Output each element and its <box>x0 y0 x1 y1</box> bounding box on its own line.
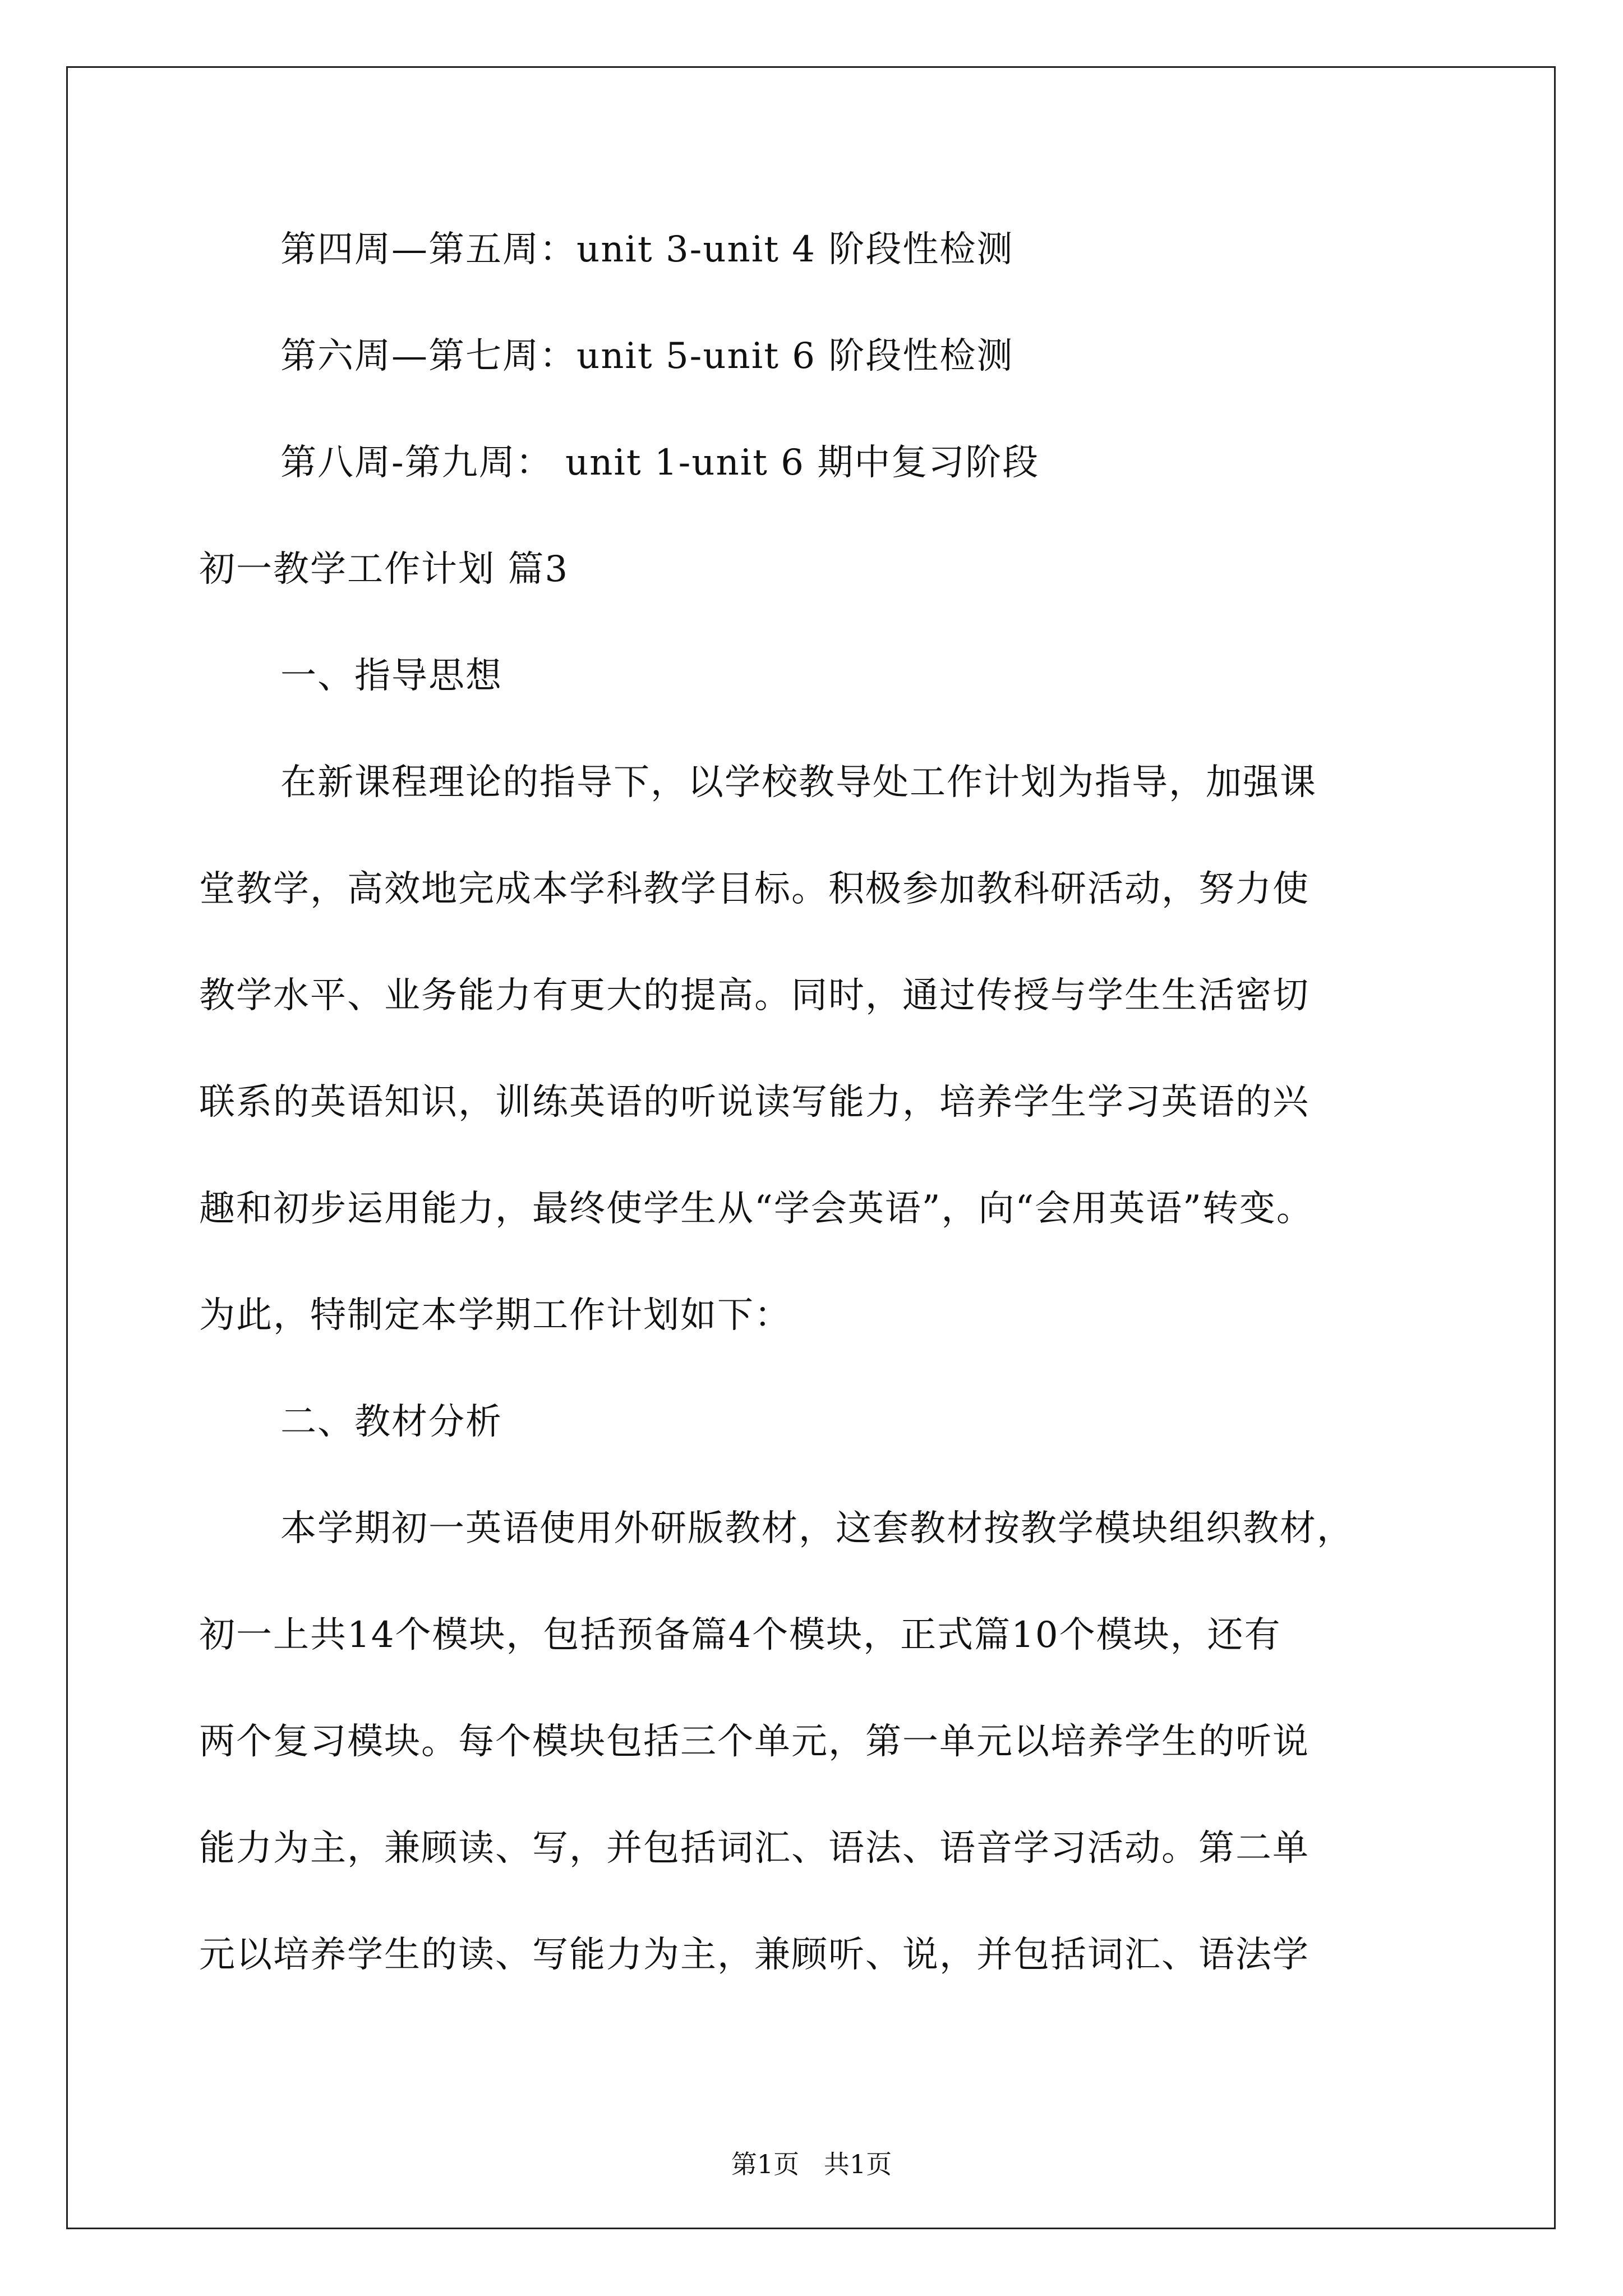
paragraph-line: 堂教学，高效地完成本学科教学目标。积极参加教科研活动，努力使 <box>199 868 1310 910</box>
paragraph-line: 趣和初步运用能力，最终使学生从“学会英语”，向“会用英语”转变。 <box>199 1188 1313 1230</box>
heading-guiding-ideology: 一、指导思想 <box>280 655 502 697</box>
paragraph-line: 为此，特制定本学期工作计划如下： <box>199 1295 791 1336</box>
paragraph-line: 联系的英语知识，训练英语的听说读写能力，培养学生学习英语的兴 <box>199 1082 1310 1123</box>
paragraph-line: 初一上共14个模块，包括预备篇4个模块，正式篇10个模块，还有 <box>199 1614 1281 1656</box>
schedule-week-6-7: 第六周—第七周：unit 5-unit 6 阶段性检测 <box>280 335 1014 377</box>
paragraph-line: 元以培养学生的读、写能力为主，兼顾听、说，并包括词汇、语法学 <box>199 1934 1310 1976</box>
paragraph-line: 教学水平、业务能力有更大的提高。同时，通过传授与学生生活密切 <box>199 975 1310 1016</box>
paragraph-line: 两个复习模块。每个模块包括三个单元，第一单元以培养学生的听说 <box>199 1721 1310 1763</box>
section-title: 初一教学工作计划 篇3 <box>199 549 569 590</box>
paragraph-line: 在新课程理论的指导下，以学校教导处工作计划为指导，加强课 <box>280 762 1317 803</box>
schedule-week-8-9: 第八周-第九周： unit 1-unit 6 期中复习阶段 <box>280 442 1040 484</box>
heading-textbook-analysis: 二、教材分析 <box>280 1401 502 1443</box>
page-border <box>66 66 1556 2229</box>
schedule-week-4-5: 第四周—第五周：unit 3-unit 4 阶段性检测 <box>280 229 1014 270</box>
paragraph-line: 能力为主，兼顾读、写，并包括词汇、语法、语音学习活动。第二单 <box>199 1828 1310 1869</box>
paragraph-line: 本学期初一英语使用外研版教材，这套教材按教学模块组织教材， <box>280 1508 1354 1549</box>
page-footer: 第1页 共1页 <box>731 2149 892 2179</box>
